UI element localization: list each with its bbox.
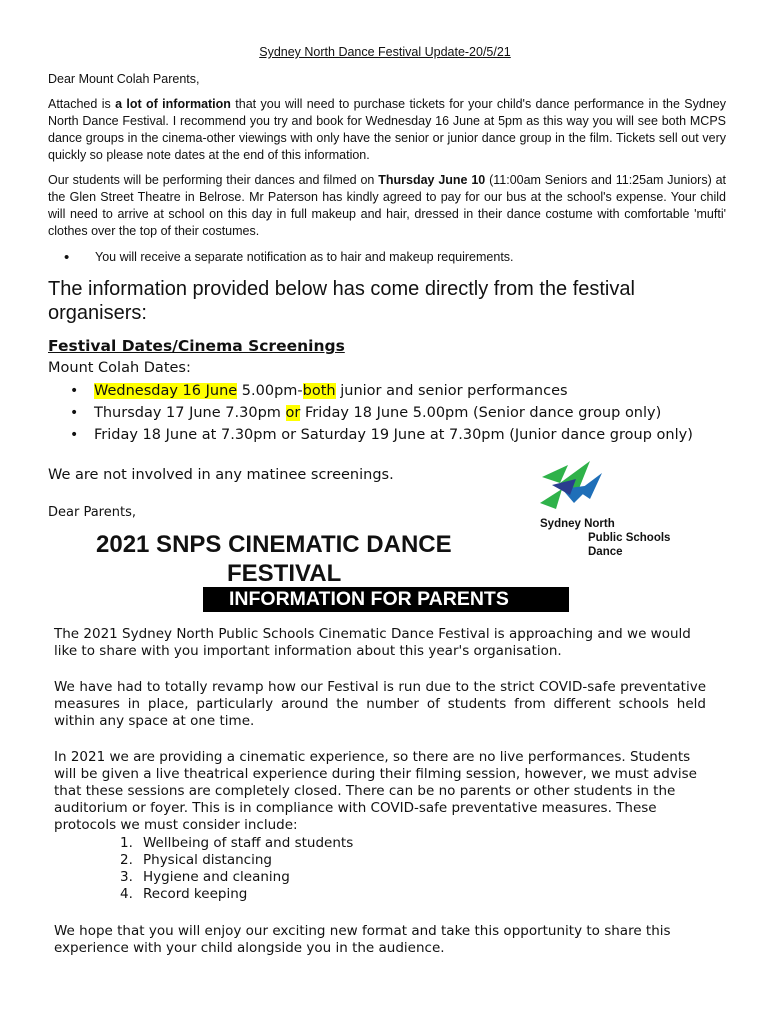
notice-paragraph-1: The 2021 Sydney North Public Schools Cinematic Dance Festival is approaching and we would like to share with you important information about this year's organisation. [54, 626, 691, 659]
item-text: junior and senior performances [335, 383, 568, 399]
info-heading: The information provided below has come directly from the festival organisers: [48, 278, 635, 324]
list-item [100, 852, 353, 869]
p1-text-b: that you will need to purchase tickets for your child's dance performance in the Sydney North Dance Festival. I recommend you try and book for Wednesday 16 June at 5pm as this way you will see both MCPS dance groups in the cinema-other viewings with only have the senior or junior dance group in the film. Tickets sell out very quickly so please note dates at the end of this information. [48, 97, 727, 162]
festival-title-line-2: FESTIVAL [227, 560, 342, 587]
letter-bullet-list [48, 250, 514, 264]
info-banner: INFORMATION FOR PARENTS [203, 587, 569, 612]
list-item: • Friday 18 June at 7.30pm or Saturday 19 June at 7.30pm (Junior dance group only) [48, 424, 693, 446]
p2-bold: Thursday June 10 [378, 173, 486, 187]
mount-colah-dates-label: Mount Colah Dates: [48, 360, 191, 376]
notice-paragraph-3: In 2021 we are providing a cinematic experience, so there are no live performances. Students will be given a live theatrical experience during their filming session, however, we must advise that these sessions are completely closed. There can be no parents or other students in the auditorium or foyer. This is in compliance with COVID-safe preventative measures. These protocols we must consider include: [54, 749, 697, 833]
item-text: Wellbeing of staff and students [143, 835, 354, 851]
item-number: 2. [120, 852, 133, 868]
highlight: or [285, 405, 301, 421]
snps-dance-logo [530, 455, 680, 565]
p1-text-a: Attached is [48, 97, 116, 111]
notice-paragraph-4: We hope that you will enjoy our exciting new format and take this opportunity to share this experience with your child alongside you in the audience. [54, 923, 671, 956]
dates-list [48, 380, 693, 446]
protocols-list [100, 835, 353, 903]
letter-paragraph-1 [48, 96, 726, 164]
item-number: 1. [120, 835, 133, 851]
notice-paragraph-2: We have had to totally revamp how our Festival is run due to the strict COVID-safe preventative measures in place, particularly around the number of students from different schools held within any space at one time. [54, 679, 706, 729]
p1-bold: a lot of information [115, 97, 231, 111]
list-item [48, 380, 693, 402]
p2-text-b: (11:00am Seniors and 11:25am Juniors) at the Glen Street Theatre in Belrose. Mr Paterson has kindly agreed to pay for our bus at the school's expense. Your child will need to arrive at school on this day in full makeup and hair, dressed in their dance costume with comfortable 'mufti' clothes over the top of their costumes. [48, 173, 726, 238]
item-text: Hygiene and cleaning [143, 869, 290, 885]
item-number: 3. [120, 869, 133, 885]
item-text: Physical distancing [143, 852, 272, 868]
document-title: Sydney North Dance Festival Update-20/5/21 [259, 45, 511, 59]
item-text: Thursday 17 June 7.30pm [94, 405, 286, 421]
item-text: Record keeping [143, 886, 248, 902]
item-text: Friday 18 June 5.00pm (Senior dance group only) [300, 405, 662, 421]
list-item [100, 869, 353, 886]
highlight: both [302, 383, 336, 399]
item-text: 5.00pm- [237, 383, 303, 399]
list-item [100, 886, 353, 903]
letter-paragraph-2 [48, 172, 726, 240]
dear-parents: Dear Parents, [48, 505, 136, 520]
p2-text-a: Our students will be performing their dances and filmed on [48, 173, 379, 187]
list-item: • You will receive a separate notification as to hair and makeup requirements. [48, 250, 514, 264]
festival-dates-heading: Festival Dates/Cinema Screenings [48, 337, 345, 355]
logo-mark-icon [530, 455, 680, 520]
item-number: 4. [120, 886, 133, 902]
highlight: Wednesday 16 June [94, 383, 238, 399]
matinee-note: We are not involved in any matinee screenings. [48, 467, 394, 483]
letter-greeting: Dear Mount Colah Parents, [48, 72, 200, 86]
logo-line-1: Sydney North [540, 518, 615, 530]
logo-line-2: Public Schools [588, 532, 671, 544]
list-item [48, 402, 693, 424]
festival-title-line-1: 2021 SNPS CINEMATIC DANCE [96, 531, 452, 558]
list-item [100, 835, 353, 852]
logo-line-3: Dance [588, 546, 623, 558]
